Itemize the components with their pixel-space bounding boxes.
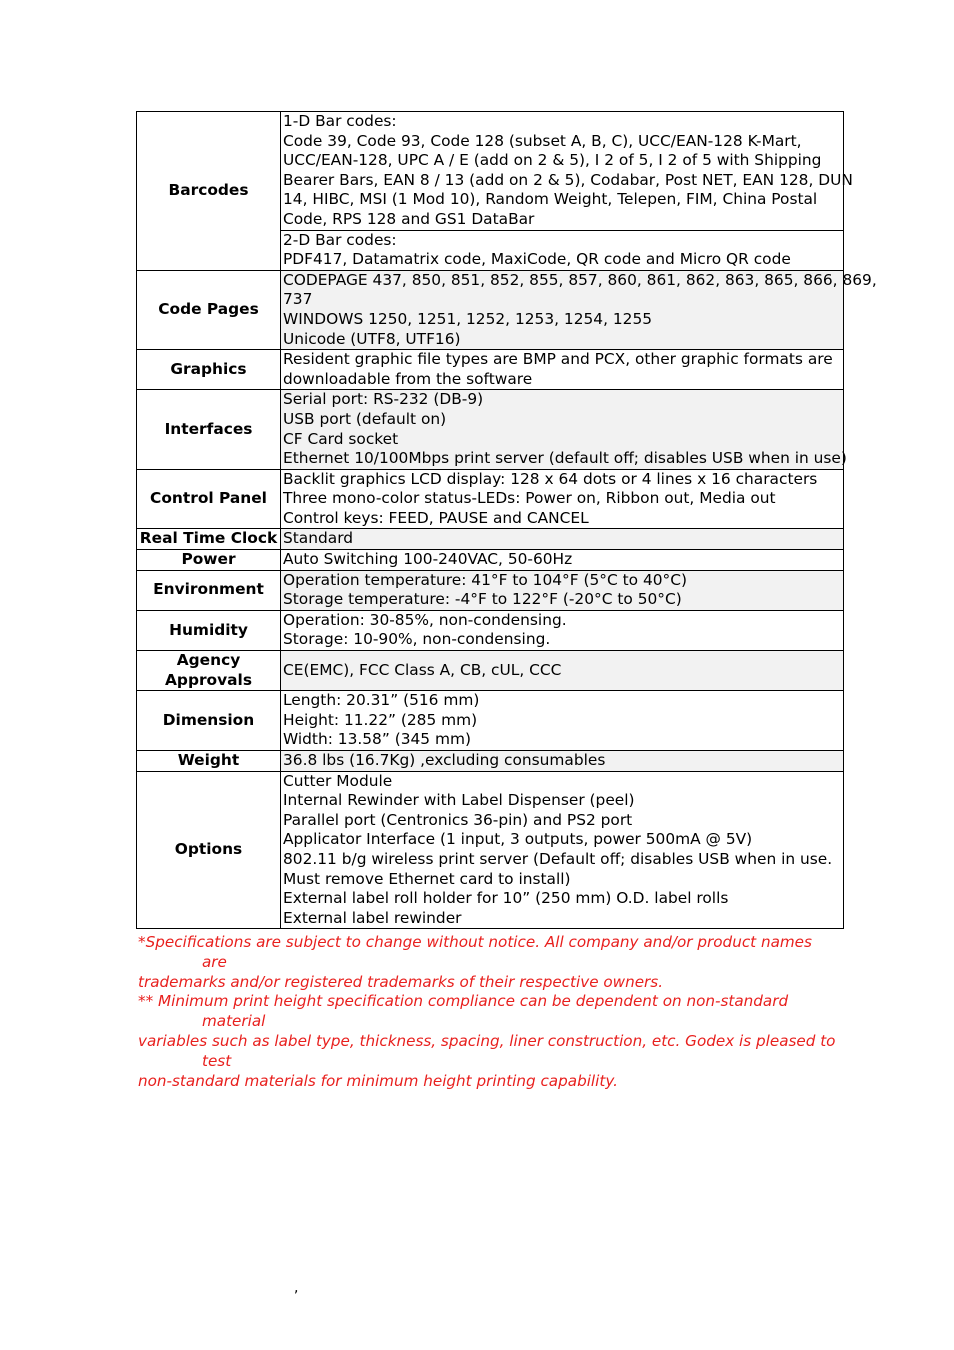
spec-row — [137, 529, 844, 550]
footnote-line: ** Minimum print height specification compliance can be dependent on non-standard — [138, 992, 789, 1011]
spec-value-line: Standard — [283, 529, 354, 548]
spec-row — [137, 570, 844, 610]
footnote-line: non-standard materials for minimum height printing capability. — [138, 1071, 618, 1090]
spec-value-line: 1-D Bar codes: — [283, 112, 397, 130]
spec-value-line: Cutter Module — [283, 771, 393, 790]
spec-row — [137, 550, 844, 571]
spec-value — [281, 230, 844, 270]
spec-value — [281, 270, 877, 349]
spec-value-line: Internal Rewinder with Label Dispenser (peel) — [283, 791, 635, 810]
spec-value-line: Control keys: FEED, PAUSE and CANCEL — [283, 508, 589, 527]
spec-value — [281, 550, 844, 571]
specification-table — [136, 111, 877, 929]
footnote-continuation: are — [202, 952, 227, 971]
spec-row — [137, 691, 844, 751]
spec-row — [137, 469, 844, 529]
footnote-continuation: test — [202, 1051, 232, 1070]
spec-label: Dimension — [137, 691, 281, 751]
spec-value-line: Backlit graphics LCD display: 128 x 64 dots or 4 lines x 16 characters — [283, 469, 818, 488]
spec-row — [137, 651, 844, 691]
spec-value-line: Width: 13.58” (345 mm) — [283, 730, 471, 749]
spec-value-line: Unicode (UTF8, UTF16) — [283, 329, 461, 348]
spec-value — [281, 610, 844, 650]
spec-value-line: Applicator Interface (1 input, 3 outputs, power 500mA @ 5V) — [283, 830, 753, 849]
spec-value — [281, 112, 853, 231]
spec-label: Real Time Clock — [137, 529, 281, 550]
spec-value-line: Must remove Ethernet card to install) — [283, 869, 571, 888]
footnotes — [138, 933, 846, 1091]
spec-value-line: 737 — [283, 290, 313, 309]
spec-value-line: Height: 11.22” (285 mm) — [283, 710, 478, 729]
spec-value-line: CF Card socket — [283, 429, 399, 448]
spec-label: Agency Approvals — [137, 651, 281, 691]
spec-value-line: Ethernet 10/100Mbps print server (default off; disables USB when in use) — [283, 449, 847, 468]
spec-value-line: Operation: 30-85%, non-condensing. — [283, 610, 567, 629]
footer-mark: , — [294, 1280, 299, 1296]
spec-value-line: Serial port: RS-232 (DB-9) — [283, 390, 484, 409]
spec-value — [281, 570, 844, 610]
spec-row — [137, 112, 844, 231]
spec-value-line: Operation temperature: 41°F to 104°F (5°C to 40°C) — [283, 570, 687, 589]
spec-row — [137, 390, 844, 469]
spec-value — [281, 350, 844, 390]
spec-value-line: Resident graphic file types are BMP and PCX, other graphic formats are — [283, 350, 833, 369]
spec-value-line: PDF417, Datamatrix code, MaxiCode, QR code and Micro QR code — [283, 250, 791, 269]
spec-value-line: Length: 20.31” (516 mm) — [283, 691, 480, 710]
spec-value — [281, 469, 844, 529]
spec-value-line: Three mono-color status-LEDs: Power on, Ribbon out, Media out — [283, 489, 776, 508]
spec-value-line: 36.8 lbs (16.7Kg) ,excluding consumables — [283, 751, 606, 769]
footnote-line: variables such as label type, thickness, spacing, liner construction, etc. Godex is pleased to — [138, 1031, 836, 1050]
spec-label: Environment — [137, 570, 281, 610]
spec-value — [281, 771, 844, 929]
spec-value-line: USB port (default on) — [283, 409, 447, 428]
spec-value — [281, 529, 844, 550]
spec-value-line: Storage: 10-90%, non-condensing. — [283, 630, 551, 649]
spec-value-line: External label roll holder for 10” (250 mm) O.D. label rolls — [283, 889, 729, 908]
spec-row — [137, 751, 844, 772]
footnote-line: trademarks and/or registered trademarks of their respective owners. — [138, 972, 664, 991]
spec-label: Weight — [137, 751, 281, 772]
spec-label: Graphics — [137, 350, 281, 390]
spec-value-line: Code 39, Code 93, Code 128 (subset A, B, C), UCC/EAN-128 K-Mart, — [283, 131, 802, 150]
spec-value-line: 14, HIBC, MSI (1 Mod 10), Random Weight, Telepen, FIM, China Postal — [283, 190, 818, 209]
spec-row — [137, 771, 844, 929]
spec-value-line: Code, RPS 128 and GS1 DataBar — [283, 209, 535, 228]
spec-value — [281, 691, 844, 751]
spec-row — [137, 350, 844, 390]
spec-value-line: CE(EMC), FCC Class A, CB, cUL, CCC — [283, 660, 562, 679]
spec-value-line: External label rewinder — [283, 908, 462, 927]
spec-value-line: Auto Switching 100-240VAC, 50-60Hz — [283, 550, 573, 569]
spec-label: Interfaces — [137, 390, 281, 469]
spec-value-line: WINDOWS 1250, 1251, 1252, 1253, 1254, 1255 — [283, 309, 653, 328]
spec-label: Control Panel — [137, 469, 281, 529]
spec-value-line: 802.11 b/g wireless print server (Default off; disables USB when in use. — [283, 849, 833, 868]
spec-value — [281, 751, 844, 772]
spec-value — [281, 390, 847, 469]
footnote-line: *Specifications are subject to change without notice. All company and/or product names — [138, 933, 812, 951]
spec-label: Power — [137, 550, 281, 571]
spec-value-line: 2-D Bar codes: — [283, 230, 397, 249]
spec-value-line: Parallel port (Centronics 36-pin) and PS2 port — [283, 810, 633, 829]
spec-label: Code Pages — [137, 270, 281, 349]
spec-value-line: Storage temperature: -4°F to 122°F (-20°C to 50°C) — [283, 590, 682, 609]
spec-value-line: UCC/EAN-128, UPC A / E (add on 2 & 5), I 2 of 5, I 2 of 5 with Shipping — [283, 151, 822, 170]
spec-row — [137, 610, 844, 650]
spec-label: Humidity — [137, 610, 281, 650]
spec-value-line: Bearer Bars, EAN 8 / 13 (add on 2 & 5), Codabar, Post NET, EAN 128, DUN — [283, 170, 853, 189]
spec-value-line: CODEPAGE 437, 850, 851, 852, 855, 857, 860, 861, 862, 863, 865, 866, 869, — [283, 270, 877, 289]
spec-value-line: downloadable from the software — [283, 369, 533, 388]
footnote-continuation: material — [202, 1012, 266, 1031]
spec-row — [137, 270, 844, 349]
spec-label: Options — [137, 771, 281, 929]
spec-label: Barcodes — [137, 112, 281, 271]
spec-value — [281, 651, 844, 691]
